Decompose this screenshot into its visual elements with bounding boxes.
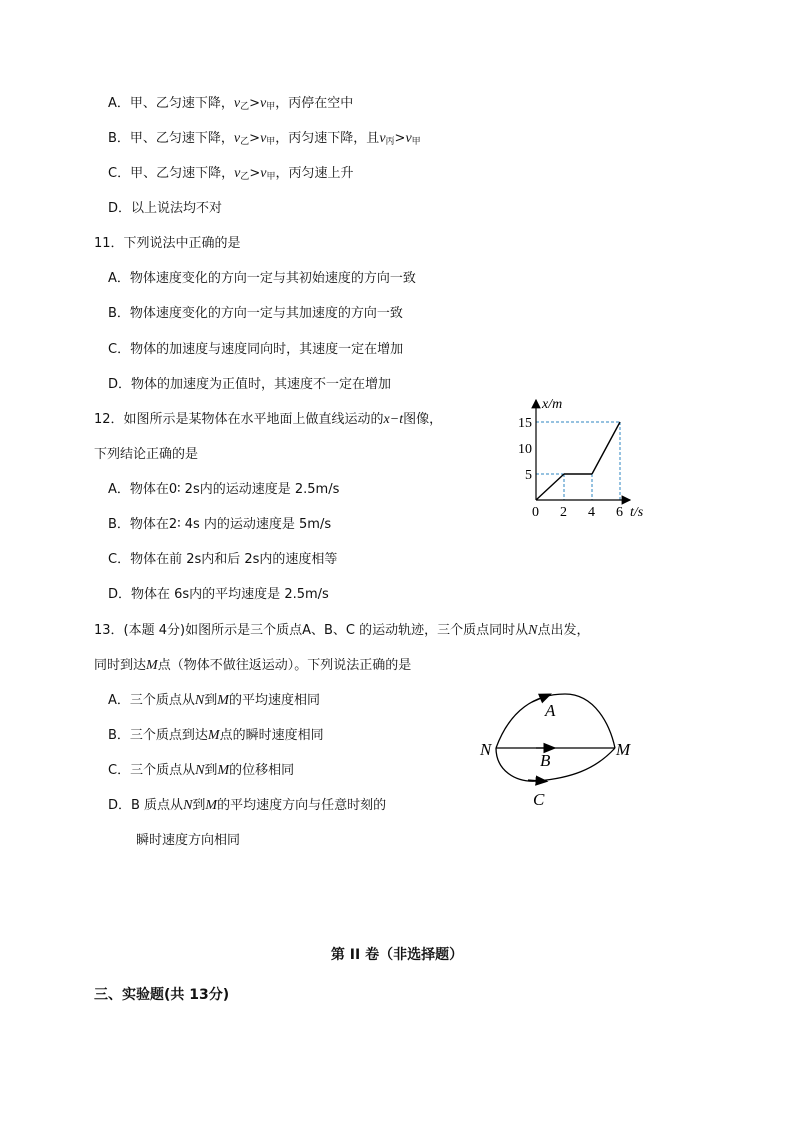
label-c: C: [533, 790, 545, 809]
y-tick-label: 15: [518, 416, 532, 431]
y-tick-label: 5: [525, 468, 532, 483]
q13-option-a: A．三个质点从N到M的平均速度相同: [108, 693, 320, 708]
q11-option-c: C．物体的加速度与速度同向时，其速度一定在增加: [108, 342, 404, 357]
label-m: M: [616, 740, 631, 759]
q13-stem-line2: 同时到达M点（物体不做往返运动）。下列说法正确的是: [94, 658, 412, 673]
q10-option-d: D．以上说法均不对: [108, 201, 223, 216]
q12-option-d: D．物体在 6s内的平均速度是 2.5m/s: [108, 587, 329, 602]
q11-option-a: A．物体速度变化的方向一定与其初始速度的方向一致: [108, 271, 416, 286]
label-a: A: [545, 701, 556, 720]
q11-option-d: D．物体的加速度为正值时，其速度不一定在增加: [108, 377, 392, 392]
y-axis-label: x/m: [542, 397, 563, 412]
x-tick-label: 2: [560, 505, 567, 520]
x-tick-label: 6: [616, 505, 623, 520]
q10-option-c: C．甲、乙匀速下降，$v_乙>v_甲$，丙匀速上升: [108, 166, 354, 182]
x-axis-label: t/s: [630, 505, 644, 520]
q13-option-d-line2: 瞬时速度方向相同: [136, 833, 241, 848]
q13-option-d: D．B 质点从N到M的平均速度方向与任意时刻的: [108, 798, 387, 813]
q11-option-b: B．物体速度变化的方向一定与其加速度的方向一致: [108, 306, 403, 321]
q12-stem: 12．如图所示是某物体在水平地面上做直线运动的x−t图像，: [94, 412, 443, 427]
q12-option-a: A．物体在0∶ 2s内的运动速度是 2.5m/s: [108, 482, 340, 497]
q12-option-c: C．物体在前 2s内和后 2s内的速度相等: [108, 552, 338, 567]
x-tick-label: 4: [588, 505, 595, 520]
data-segment: [592, 422, 620, 474]
q13-stem: 13．(本题 4分)如图所示是三个质点A、B、C 的运动轨迹，三个质点同时从N点出发，: [94, 623, 590, 638]
trajectory-diagram: [470, 680, 650, 815]
section-heading-experiment: 三、实验题(共 13分): [94, 987, 230, 1003]
path-a: [496, 694, 615, 748]
label-n: N: [480, 740, 492, 759]
q12-option-b: B．物体在2∶ 4s 内的运动速度是 5m/s: [108, 517, 332, 532]
q10-option-a: A．甲、乙匀速下降，$v_乙>v_甲$，丙停在空中: [108, 96, 354, 112]
q13-option-c: C．三个质点从N到M的位移相同: [108, 763, 295, 778]
path-c: [496, 748, 615, 781]
q13-option-b: B．三个质点到达M点的瞬时速度相同: [108, 728, 324, 743]
label-b: B: [540, 751, 551, 770]
x-tick-label: 0: [532, 505, 539, 520]
path-a-arrow: [532, 696, 546, 702]
y-tick-label: 10: [518, 442, 532, 457]
part-two-heading: 第 II 卷（非选择题）: [330, 947, 464, 963]
q10-option-b: B．甲、乙匀速下降，$v_乙>v_甲$，丙匀速下降，且$v_丙>v_甲$: [108, 131, 421, 147]
xt-graph: [500, 390, 660, 525]
q12-stem-line2: 下列结论正确的是: [94, 447, 199, 462]
q11-stem: 11．下列说法中正确的是: [94, 236, 241, 251]
data-segment: [536, 474, 564, 500]
